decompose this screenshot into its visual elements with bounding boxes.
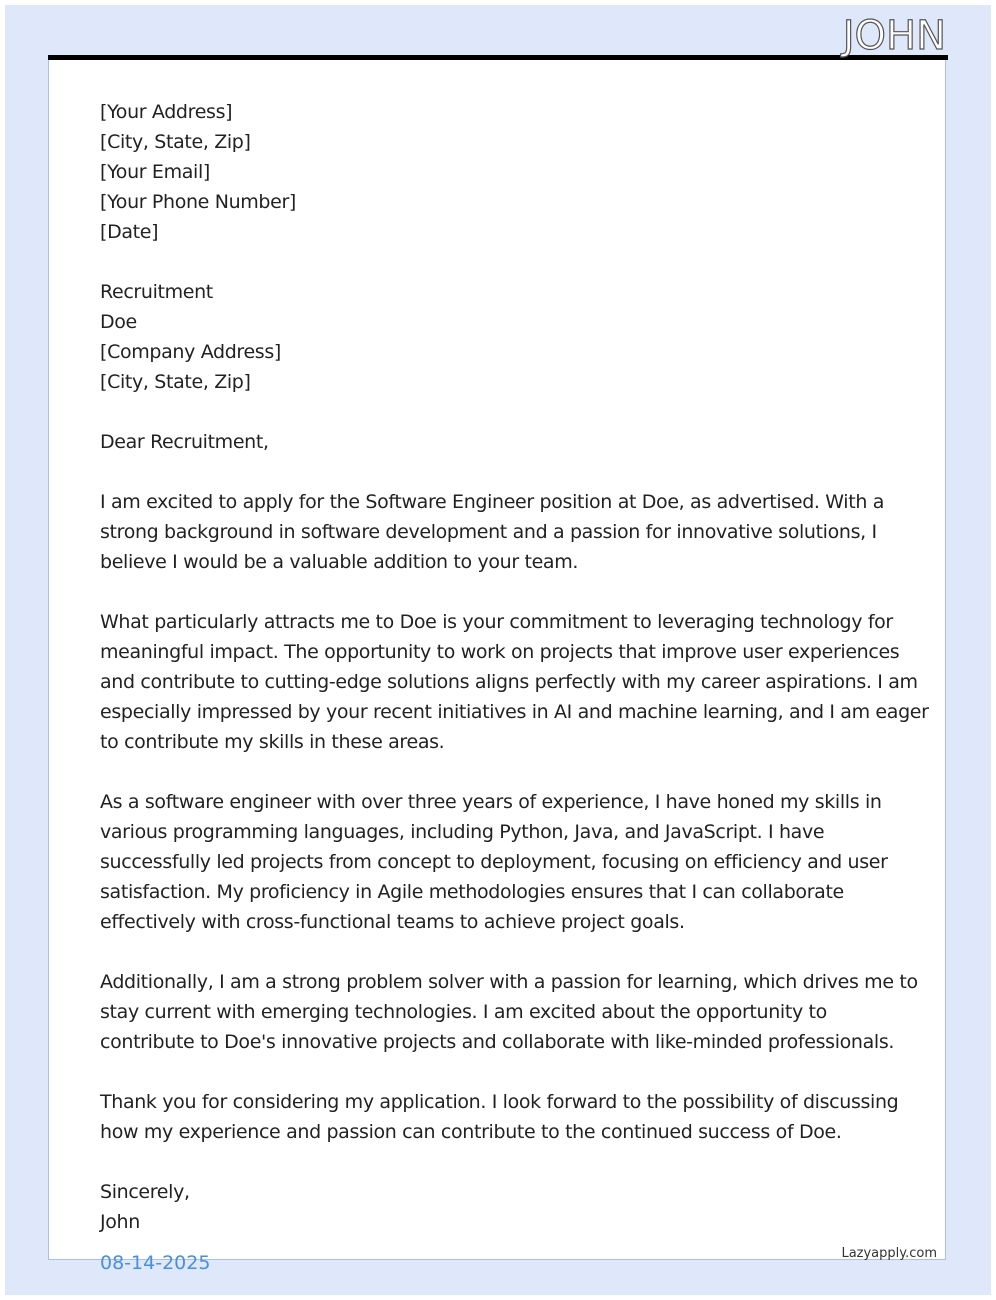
letter-body [100, 97, 929, 1237]
paragraph-line: effectively with cross-functional teams to achieve project goals. [100, 911, 685, 933]
paragraph-line: Additionally, I am a strong problem solver with a passion for learning, which drives me to [100, 971, 918, 993]
paragraph-line: What particularly attracts me to Doe is your commitment to leveraging technology for [100, 611, 893, 633]
sender-date: [Date] [100, 221, 159, 243]
paragraph-line: various programming languages, including Python, Java, and JavaScript. I have [100, 821, 825, 843]
salutation: Dear Recruitment, [100, 431, 269, 453]
paragraph-line: satisfaction. My proficiency in Agile methodologies ensures that I can collaborate [100, 881, 844, 903]
paragraph-line: meaningful impact. The opportunity to work on projects that improve user experiences [100, 641, 900, 663]
paragraph-line: successfully led projects from concept to deployment, focusing on efficiency and user [100, 851, 888, 873]
paragraph-skills [100, 967, 918, 1057]
paragraph-line: and contribute to cutting-edge solutions aligns perfectly with my career aspirations. I am [100, 671, 918, 693]
sender-block [100, 97, 900, 247]
paragraph-line: contribute to Doe's innovative projects and collaborate with like-minded professionals. [100, 1031, 895, 1053]
signature: John [100, 1211, 140, 1233]
recipient-block [100, 277, 900, 397]
paragraph-experience [100, 787, 900, 937]
header-rule [48, 55, 948, 60]
sender-city: [City, State, Zip] [100, 131, 251, 153]
paragraph-line: As a software engineer with over three years of experience, I have honed my skills in [100, 791, 882, 813]
sign-off: Sincerely, [100, 1181, 190, 1203]
paragraph-line: believe I would be a valuable addition to your team. [100, 551, 579, 573]
paragraph-line: stay current with emerging technologies. I am excited about the opportunity to [100, 1001, 827, 1023]
paragraph-line: to contribute my skills in these areas. [100, 731, 445, 753]
paragraph-line: Thank you for considering my application. I look forward to the possibility of discussing [100, 1091, 899, 1113]
paragraph-intro [100, 487, 900, 577]
paragraph-motivation [100, 607, 929, 757]
recipient-address: [Company Address] [100, 341, 281, 363]
header-name: JOHN [842, 13, 946, 59]
watermark-link[interactable]: Lazyapply.com [841, 1246, 937, 1261]
recipient-city: [City, State, Zip] [100, 371, 251, 393]
paragraph-line: I am excited to apply for the Software Engineer position at Doe, as advertised. With a [100, 491, 885, 513]
paragraph-line: especially impressed by your recent initiatives in AI and machine learning, and I am eager [100, 701, 929, 723]
recipient-company: Doe [100, 311, 137, 333]
paragraph-line: strong background in software development and a passion for innovative solutions, I [100, 521, 877, 543]
paragraph-closing [100, 1087, 900, 1147]
recipient-name: Recruitment [100, 281, 213, 303]
sender-email: [Your Email] [100, 161, 210, 183]
sender-phone: [Your Phone Number] [100, 191, 296, 213]
paragraph-line: how my experience and passion can contribute to the continued success of Doe. [100, 1121, 842, 1143]
letter-date: 08-14-2025 [100, 1252, 211, 1274]
sender-address: [Your Address] [100, 101, 233, 123]
